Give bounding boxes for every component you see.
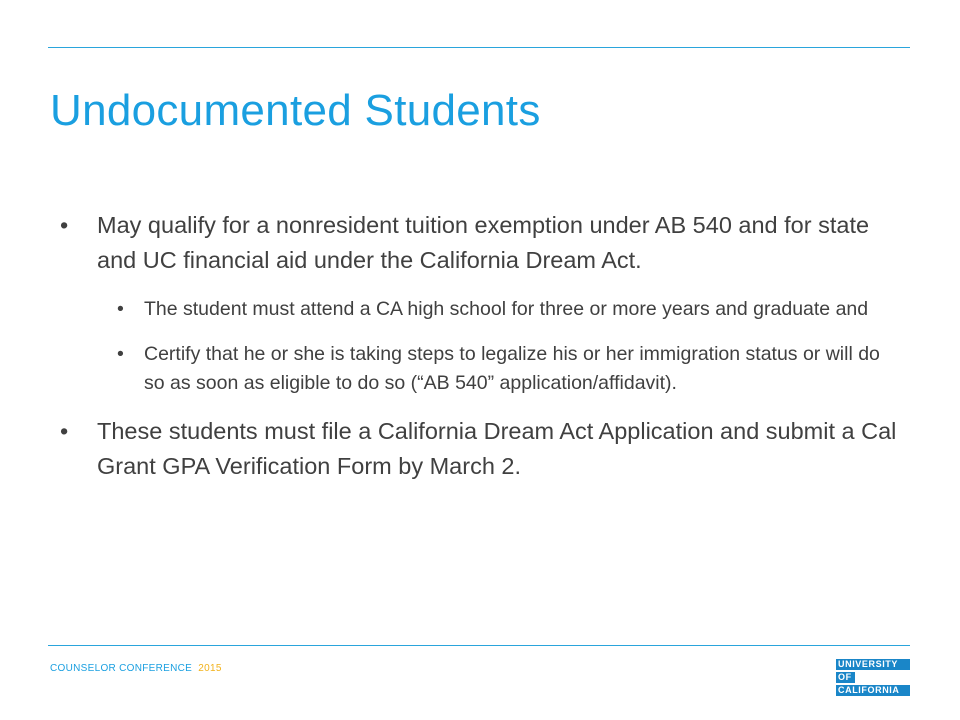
sub-bullet-item <box>117 295 900 324</box>
slide-body <box>60 208 900 484</box>
bottom-divider <box>48 645 910 646</box>
bullet-icon: • <box>60 212 69 238</box>
top-divider <box>48 47 910 48</box>
slide-title: Undocumented Students <box>50 86 541 135</box>
bullet-icon: • <box>117 343 124 365</box>
sub-bullet-text: Certify that he or she is taking steps to legalize his or her immigration status or will do so as soon as eligible to do so (“AB 540” application/affidavit). <box>144 343 880 394</box>
bullet-item <box>60 208 900 278</box>
university-of-california-logo <box>836 659 910 697</box>
footer-label <box>50 663 222 674</box>
bullet-item <box>60 414 900 484</box>
logo-line-2: OF <box>836 672 855 683</box>
sub-bullet-item <box>117 340 900 398</box>
bullet-icon: • <box>117 298 124 320</box>
bullet-icon: • <box>60 418 69 444</box>
footer-year: 2015 <box>198 663 222 674</box>
logo-line-3: CALIFORNIA <box>836 685 910 696</box>
sub-bullet-text: The student must attend a CA high school for three or more years and graduate and <box>144 298 869 320</box>
footer-conference-name: COUNSELOR CONFERENCE <box>50 663 193 674</box>
logo-line-1: UNIVERSITY <box>836 659 910 670</box>
bullet-text: May qualify for a nonresident tuition exemption under AB 540 and for state and UC financial aid under the California Dream Act. <box>97 212 870 273</box>
sub-bullet-list <box>60 295 900 398</box>
bullet-text: These students must file a California Dream Act Application and submit a Cal Grant GPA Verification Form by March 2. <box>97 418 897 479</box>
